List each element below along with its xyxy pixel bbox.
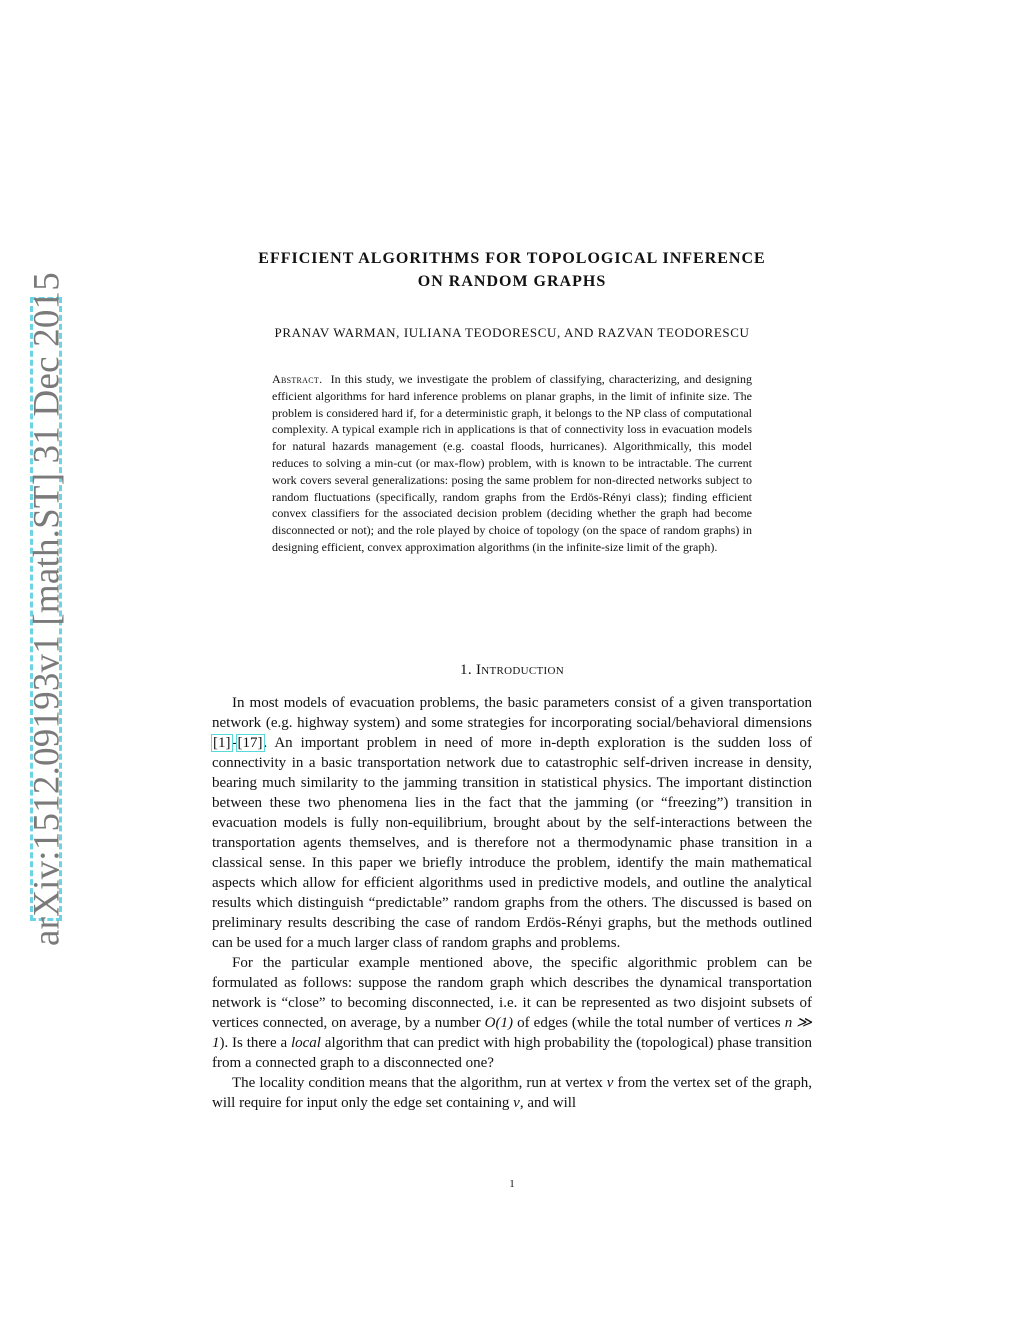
text-run: For the particular example mentioned above, the specific algorithmic problem can be formulated as follows: suppose the random graph which describes the dynamical transportation network is “close” to becoming disconnected, i.e. it can be represented as two disjoint subsets of vertices connected, on average, by a number [212,955,812,1031]
body-text [212,693,812,1113]
text-run: from the vertex set of the graph, will require for input only the edge set containing [212,1075,812,1111]
citation-link[interactable]: [17] [237,735,263,751]
arxiv-identifier[interactable]: arXiv:1512.09193v1 [math.ST] 31 Dec 2015 [26,272,68,946]
abstract-text: In this study, we investigate the problem of classifying, characterizing, and designing efficient algorithms for hard inference problems on planar graphs, in the limit of infinite size. The problem is considered hard if, for a deterministic graph, it belongs to the NP class of computational complexity. A typical example rich in applications is that of connectivity loss in evacuation models for natural hazards management (e.g. coastal floods, hurricanes). Algorithmically, this model reduces to solving a min-cut (or max-flow) problem, with is known to be intractable. The current work covers several generalizations: posing the same problem for non-directed networks subject to random fluctuations (specifically, random graphs from the Erdös-Rényi class); finding efficient convex classifiers for the associated decision problem (deciding whether the graph had become disconnected or not); and the role played by choice of topology (on the space of random graphs) in designing efficient, convex approximation algorithms (in the infinite-size limit of the graph). [272,372,752,554]
section-number: 1. [460,662,472,678]
paragraph [212,1073,812,1113]
abstract [272,371,752,556]
text-run: , and will [519,1095,577,1111]
text-run: of edges (while the total number of vertices [513,1015,785,1031]
text-run: The locality condition means that the algorithm, run at vertex [232,1075,607,1091]
paper-title [212,247,812,293]
citation-link[interactable]: [1] [213,735,231,751]
text-run: . An important problem in need of more in-depth exploration is the sudden loss of connectivity in a basic transportation network due to catastrophic self-driven increase in density, bearing much similarity to the jamming transition in statistical physics. The important distinction between these two phenomena lies in the fact that the jamming (or “freezing”) transition in evacuation models is fully non-equilibrium, brought about by the self-interactions between the transportation agents themselves, and is therefore not a thermodynamic phase transition in a classical sense. In this paper we briefly introduce the problem, identify the main mathematical aspects which allow for efficient algorithms used in predictive models, and outline the analytical results which distinguish “predictable” random graphs from the others. The discussed is based on preliminary results describing the case of random Erdös-Rényi graphs, but the methods outlined can be used for a much larger class of random graphs and problems. [212,735,812,951]
math-expression: n ≫ 1 [212,1015,813,1051]
section-title: Introduction [475,662,564,678]
paragraph [212,693,812,953]
text-run: - [231,735,237,751]
title-line-2: ON RANDOM GRAPHS [417,273,607,290]
section-heading [212,662,812,679]
emphasis: local [290,1035,321,1051]
author-list: PRANAV WARMAN, IULIANA TEODORESCU, AND RAZVAN TEODORESCU [274,325,750,340]
abstract-label: Abstract. [272,372,323,386]
math-expression: O(1) [484,1015,513,1031]
math-expression: v [606,1075,614,1091]
paragraph [212,953,812,1073]
text-run: In most models of evacuation problems, the basic parameters consist of a given transportation network (e.g. highway system) and some strategies for incorporating social/behavioral dimensions [212,695,812,731]
text-run: algorithm that can predict with high probability the (topological) phase transition from a connected graph to a disconnected one? [212,1035,812,1071]
title-line-1: EFFICIENT ALGORITHMS FOR TOPOLOGICAL INFERENCE [258,250,766,267]
page-number: 1 [509,1178,515,1190]
math-expression: v [513,1095,520,1111]
text-run: ). Is there a [219,1035,291,1051]
